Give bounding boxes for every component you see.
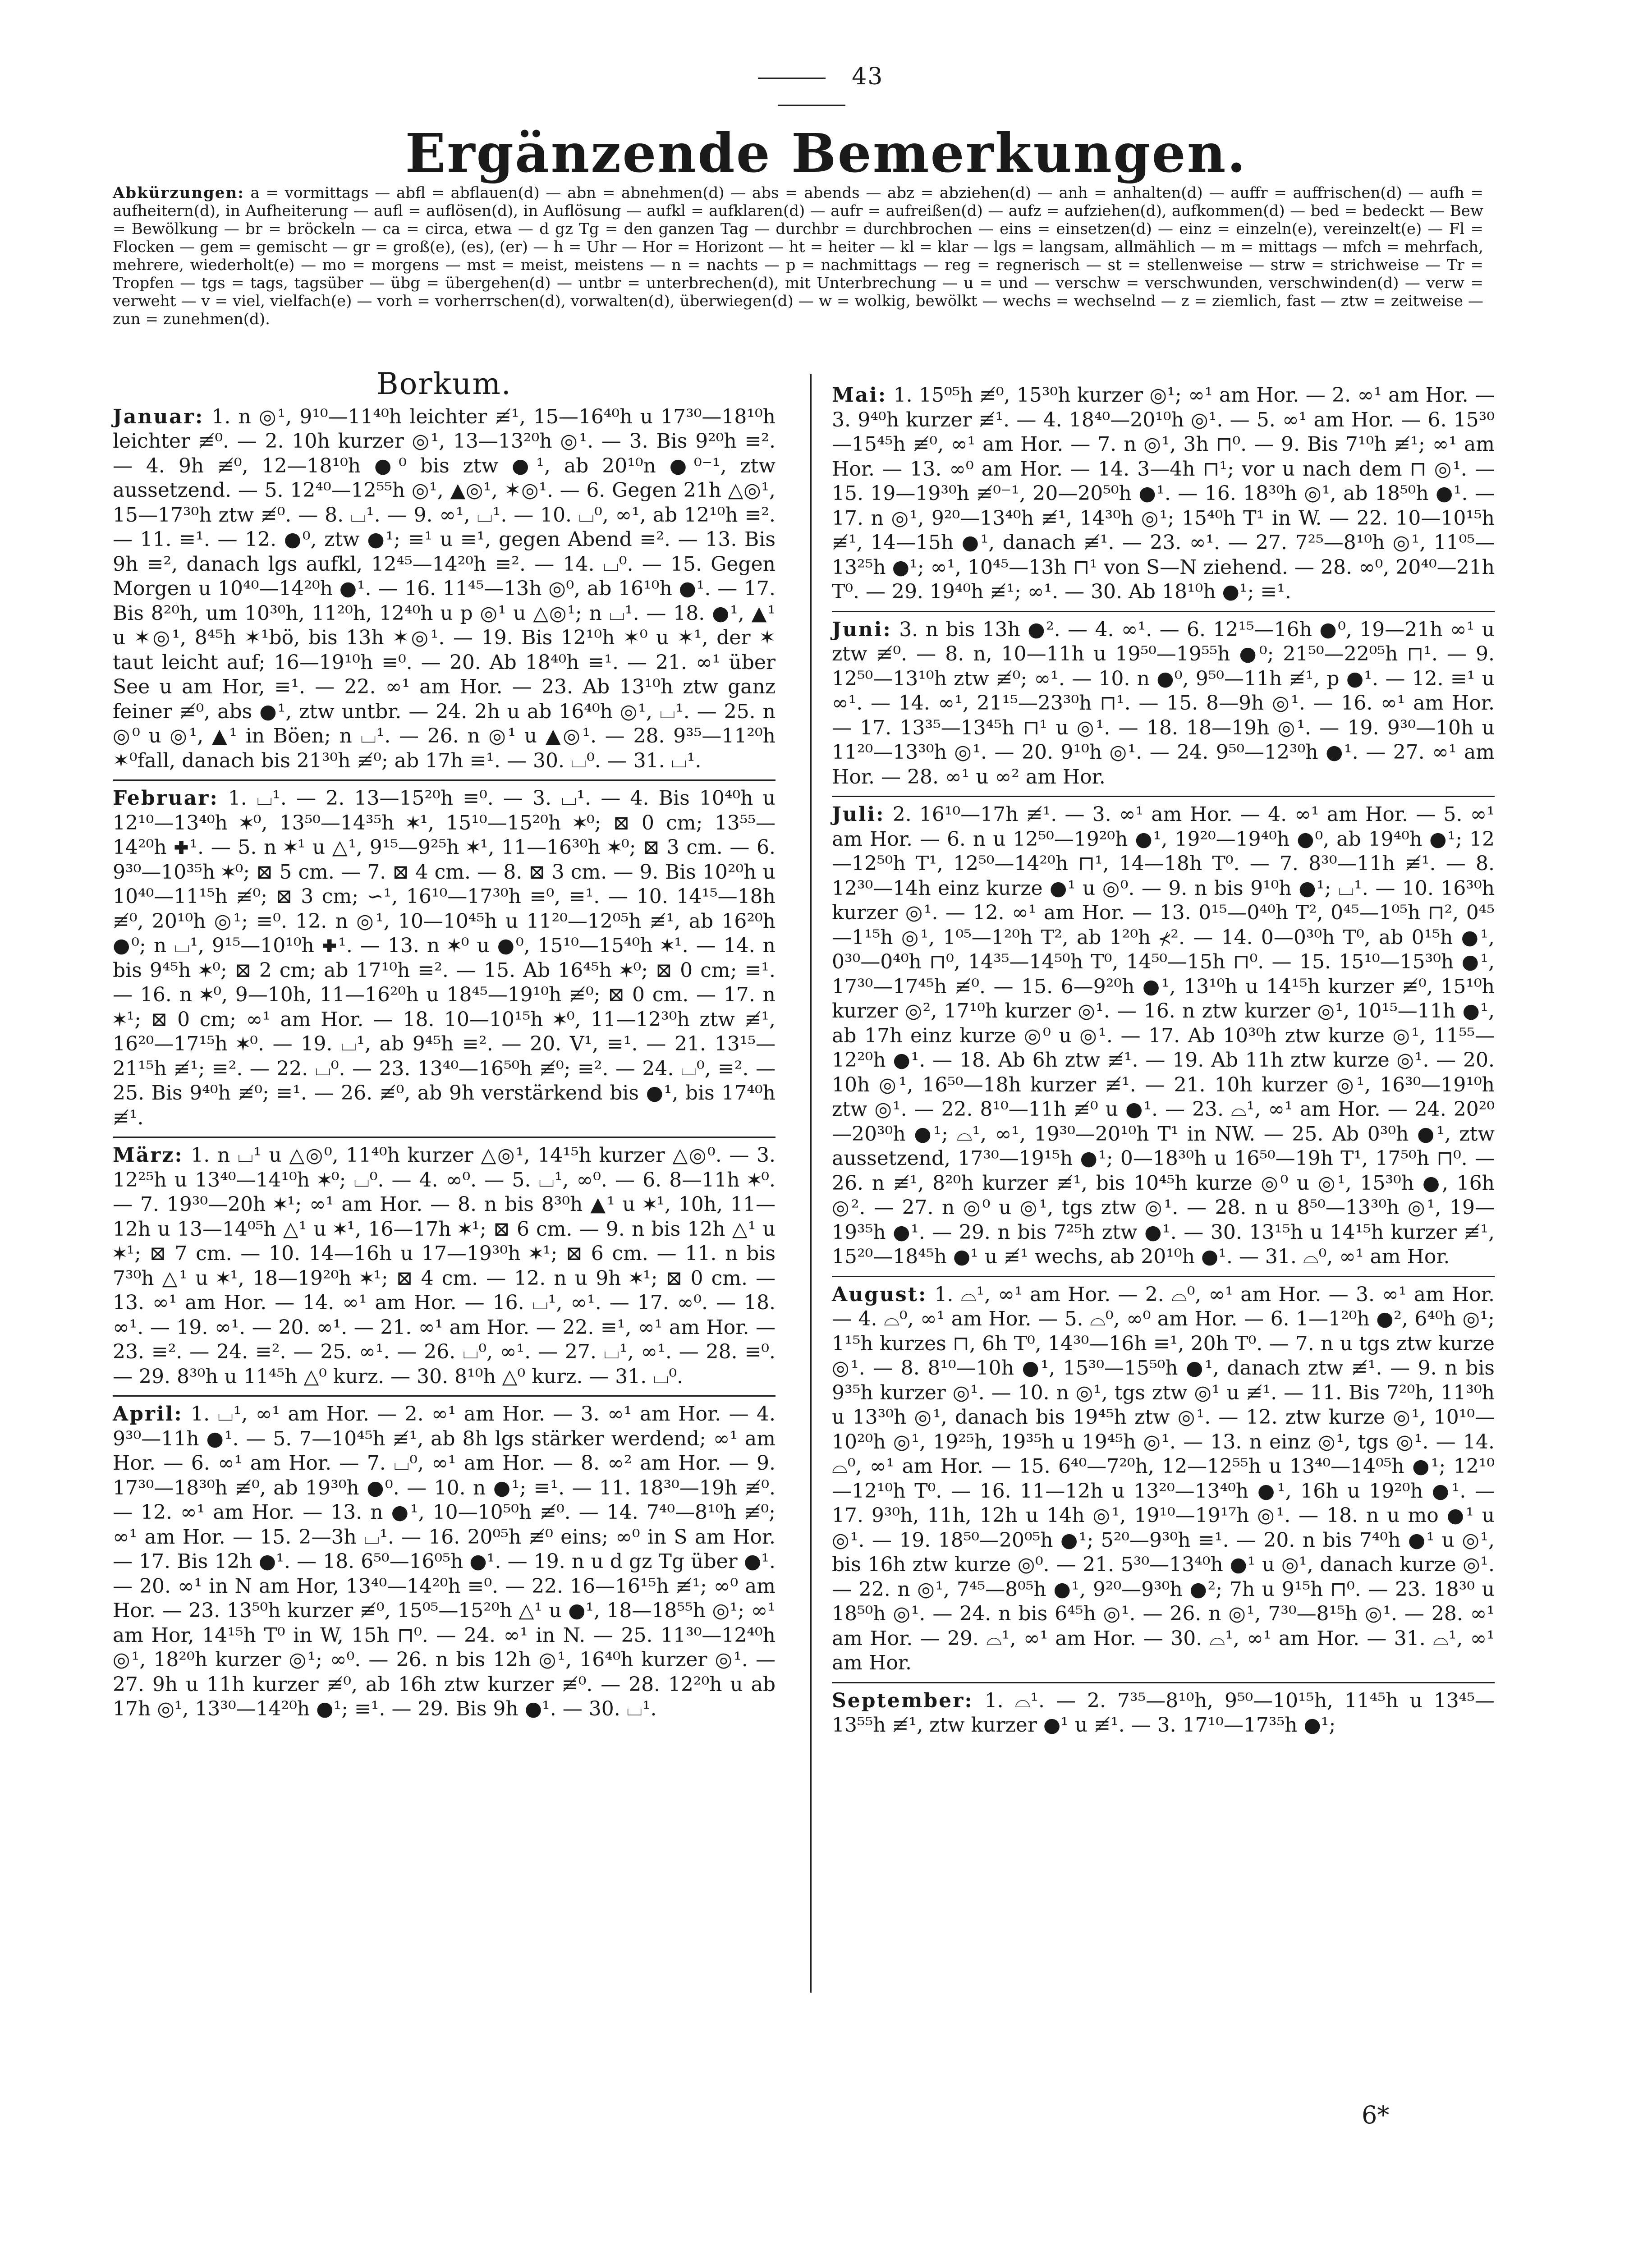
month-entry-mai [832,383,1495,605]
month-text: 1. n ◎¹, 9¹⁰—11⁴⁰h leichter ≢¹, 15—16⁴⁰h u 17³⁰—18¹⁰h leichter ≢⁰. — 2. 10h kurzer ◎¹, 13—13²⁰h ◎¹. — 3. Bis 9²⁰h ≡². — 4. 9h ≢⁰, 12—18¹⁰h ●⁰ bis ztw ●¹, ab 20¹⁰n ●⁰⁻¹, ztw aussetzend. — 5. 12⁴⁰—12⁵⁵h ◎¹, ▲◎¹, ✶◎¹. — 6. Gegen 21h △◎¹, 15—17³⁰h ztw ≢⁰. — 8. ⌴¹. — 9. ∞¹, ⌴¹. — 10. ⌴⁰, ∞¹, ab 12¹⁰h ≡². — 11. ≡¹. — 12. ●⁰, ztw ●¹; ≡¹ u ≡¹, gegen Abend ≡². — 13. Bis 9h ≡², danach lgs aufkl, 12⁴⁵—14²⁰h ≡². — 14. ⌴⁰. — 15. Gegen Morgen u 10⁴⁰—14²⁰h ●¹. — 16. 11⁴⁵—13h ◎⁰, ab 16¹⁰h ●¹. — 17. Bis 8²⁰h, um 10³⁰h, 11²⁰h, 12⁴⁰h u p ◎¹ u △◎¹; n ⌴¹. — 18. ●¹, ▲¹ u ✶◎¹, 8⁴⁵h ✶¹bö, bis 13h ✶◎¹. — 19. Bis 12¹⁰h ✶⁰ u ✶¹, der ✶ taut leicht auf; 16—19¹⁰h ≡⁰. — 20. Ab 18⁴⁰h ≡¹. — 21. ∞¹ über See u am Hor, ≡¹. — 22. ∞¹ am Hor. — 23. Ab 13¹⁰h ztw ganz feiner ≢⁰, abs ●¹, ztw untbr. — 24. 2h u ab 16⁴⁰h ◎¹, ⌴¹. — 25. n ◎⁰ u ◎¹, ▲¹ in Böen; n ⌴¹. — 26. n ◎¹ u ▲◎¹. — 28. 9³⁵—11²⁰h ✶⁰fall, danach bis 21³⁰h ≢⁰; ab 17h ≡¹. — 30. ⌴⁰. — 31. ⌴¹. [113,405,776,772]
month-entry-februar [113,779,776,1130]
month-entry-august [832,1276,1495,1676]
month-name: April: [113,1403,183,1426]
month-name: Juli: [832,803,885,826]
page-number-rule-left [758,78,826,79]
month-text: 1. ⌴¹. — 2. 13—15²⁰h ≡⁰. — 3. ⌴¹. — 4. Bis 10⁴⁰h u 12¹⁰—13⁴⁰h ✶⁰, 13⁵⁰—14³⁵h ✶¹, 15¹⁰—15²⁰h ✶⁰; ⊠ 0 cm; 13⁵⁵—14²⁰h ✚¹. — 5. n ✶¹ u △¹, 9¹⁵—9²⁵h ✶¹, 11—16³⁰h ✶⁰; ⊠ 3 cm. — 6. 9³⁰—10³⁵h ✶⁰; ⊠ 5 cm. — 7. ⊠ 4 cm. — 8. ⊠ 3 cm. — 9. Bis 10²⁰h u 10⁴⁰—11¹⁵h ≢⁰; ⊠ 3 cm; ∽¹, 16¹⁰—17³⁰h ≡⁰, ≡¹. — 10. 14¹⁵—18h ≢⁰, 20¹⁰h ◎¹; ≡⁰. 12. n ◎¹, 10—10⁴⁵h u 11²⁰—12⁰⁵h ≢¹, ab 16²⁰h ●⁰; n ⌴¹, 9¹⁵—10¹⁰h ✚¹. — 13. n ✶⁰ u ●⁰, 15¹⁰—15⁴⁰h ✶¹. — 14. n bis 9⁴⁵h ✶⁰; ⊠ 2 cm; ab 17¹⁰h ≡². — 15. Ab 16⁴⁵h ✶⁰; ⊠ 0 cm; ≡¹. — 16. n ✶⁰, 9—10h, 11—16²⁰h u 18⁴⁵—19¹⁰h ≢⁰; ⊠ 0 cm. — 17. n ✶¹; ⊠ 0 cm; ∞¹ am Hor. — 18. 10—10¹⁵h ✶⁰, 11—12³⁰h ztw ≢¹, 16²⁰—17¹⁵h ✶⁰. — 19. ⌴¹, ab 9⁴⁵h ≡². — 20. V¹, ≡¹. — 21. 13¹⁵—21¹⁵h ≢¹; ≡². — 22. ⌴⁰. — 23. 13⁴⁰—16⁵⁰h ≢⁰; ≡². — 24. ⌴⁰, ≡². — 25. Bis 9⁴⁰h ≢⁰; ≡¹. — 26. ≢⁰, ab 9h verstärkend bis ●¹, bis 17⁴⁰h ≢¹. [113,787,776,1129]
month-text: 3. n bis 13h ●². — 4. ∞¹. — 6. 12¹⁵—16h ●⁰, 19—21h ∞¹ u ztw ≢⁰. — 8. n, 10—11h u 19⁵⁰—19⁵⁵h ●⁰; 21⁵⁰—22⁰⁵h ⊓¹. — 9. 12⁵⁰—13¹⁰h ztw ≢⁰; ∞¹. — 10. n ●⁰, 9⁵⁰—11h ≢¹, p ●¹. — 12. ≡¹ u ∞¹. — 14. ∞¹, 21¹⁵—23³⁰h ⊓¹. — 15. 8—9h ◎¹. — 16. ∞¹ am Hor. — 17. 13³⁵—13⁴⁵h ⊓¹ u ◎¹. — 18. 18—19h ◎¹. — 19. 9³⁰—10h u 11²⁰—13³⁰h ◎¹. — 20. 9¹⁰h ◎¹. — 24. 9⁵⁰—12³⁰h ●¹. — 27. ∞¹ am Hor. — 28. ∞¹ u ∞² am Hor. [832,618,1495,788]
month-text: 1. ⌴¹, ∞¹ am Hor. — 2. ∞¹ am Hor. — 3. ∞¹ am Hor. — 4. 9³⁰—11h ●¹. — 5. 7—10⁴⁵h ≢¹, ab 8h lgs stärker werdend; ∞¹ am Hor. — 6. ∞¹ am Hor. — 7. ⌴⁰, ∞¹ am Hor. — 8. ∞² am Hor. — 9. 17³⁰—18³⁰h ≢⁰, ab 19³⁰h ●⁰. — 10. n ●¹; ≡¹. — 11. 18³⁰—19h ≢⁰. — 12. ∞¹ am Hor. — 13. n ●¹, 10—10⁵⁰h ≢⁰. — 14. 7⁴⁰—8¹⁰h ≢⁰; ∞¹ am Hor. — 15. 2—3h ⌴¹. — 16. 20⁰⁵h ≢⁰ eins; ∞⁰ in S am Hor. — 17. Bis 12h ●¹. — 18. 6⁵⁰—16⁰⁵h ●¹. — 19. n u d gz Tg über ●¹. — 20. ∞¹ in N am Hor, 13⁴⁰—14²⁰h ≡⁰. — 22. 16—16¹⁵h ≢¹; ∞⁰ am Hor. — 23. 13⁵⁰h kurzer ≢⁰, 15⁰⁵—15²⁰h △¹ u ●¹, 18—18⁵⁵h ◎¹; ∞¹ am Hor, 14¹⁵h T⁰ in W, 15h ⊓⁰. — 24. ∞¹ in N. — 25. 11³⁰—12⁴⁰h ◎¹, 18²⁰h kurzer ◎¹; ∞⁰. — 26. n bis 12h ◎¹, 16⁴⁰h kurzer ◎¹. — 27. 9h u 11h kurzer ≢⁰, ab 16h ztw kurzer ≢⁰. — 28. 12²⁰h u ab 17h ◎¹, 13³⁰—14²⁰h ●¹; ≡¹. — 29. Bis 9h ●¹. — 30. ⌴¹. [113,1403,776,1720]
month-name: Mai: [832,384,887,407]
page-title: Ergänzende Bemerkungen. [405,122,1247,184]
month-text: 1. ⌓¹. — 2. 7³⁵—8¹⁰h, 9⁵⁰—10¹⁵h, 11⁴⁵h u 13⁴⁵—13⁵⁵h ≢¹, ztw kurzer ●¹ u ≢¹. — 3. 17¹⁰—17³⁵h ●¹; [832,1689,1495,1737]
month-name: Februar: [113,787,219,810]
month-name: Juni: [832,618,892,641]
station-heading: Borkum. [376,367,512,401]
left-column [113,367,776,1728]
month-name: September: [832,1689,973,1712]
page-number [685,63,938,117]
month-name: Januar: [113,405,204,428]
month-entry-januar [113,405,776,774]
abbreviations-lead: Abkürzungen: [113,184,244,202]
signature-mark: 6* [1362,2101,1390,2129]
month-entry-juli [832,796,1495,1270]
month-name: März: [113,1144,184,1167]
month-text: 1. 15⁰⁵h ≢⁰, 15³⁰h kurzer ◎¹; ∞¹ am Hor. — 2. ∞¹ am Hor. — 3. 9⁴⁰h kurzer ≢¹. — 4. 18⁴⁰—20¹⁰h ◎¹. — 5. ∞¹ am Hor. — 6. 15³⁰—15⁴⁵h ≢⁰, ∞¹ am Hor. — 7. n ◎¹, 3h ⊓⁰. — 9. Bis 7¹⁰h ≢¹; ∞¹ am Hor. — 13. ∞⁰ am Hor. — 14. 3—4h ⊓¹; vor u nach dem ⊓ ◎¹. — 15. 19—19³⁰h ≢⁰⁻¹, 20—20⁵⁰h ●¹. — 16. 18³⁰h ◎¹, ab 18⁵⁰h ●¹. — 17. n ◎¹, 9²⁰—13⁴⁰h ≢¹, 14³⁰h ◎¹; 15⁴⁰h T¹ in W. — 22. 10—10¹⁵h ≢¹, 14—15h ●¹, danach ≢¹. — 23. ∞¹. — 27. 7²⁵—8¹⁰h ◎¹, 11⁰⁵—13²⁵h ●¹; ∞¹, 10⁴⁵—13h ⊓¹ von S—N ziehend. — 28. ∞⁰, 20⁴⁰—21h T⁰. — 29. 19⁴⁰h ≢¹; ∞¹. — 30. Ab 18¹⁰h ●¹; ≡¹. [832,384,1495,603]
page-number-text: 43 [852,63,884,90]
page-number-rule-right [778,105,845,106]
month-entry-maerz [113,1137,776,1389]
right-column [832,383,1495,1744]
month-text: 1. n ⌴¹ u △◎⁰, 11⁴⁰h kurzer △◎¹, 14¹⁵h kurzer △◎⁰. — 3. 12²⁵h u 13⁴⁰—14¹⁰h ✶⁰; ⌴⁰. — 4. ∞⁰. — 5. ⌴¹, ∞⁰. — 6. 8—11h ✶⁰. — 7. 19³⁰—20h ✶¹; ∞¹ am Hor. — 8. n bis 8³⁰h ▲¹ u ✶¹, 10h, 11—12h u 13—14⁰⁵h △¹ u ✶¹, 16—17h ✶¹; ⊠ 6 cm. — 9. n bis 12h △¹ u ✶¹; ⊠ 7 cm. — 10. 14—16h u 17—19³⁰h ✶¹; ⊠ 6 cm. — 11. n bis 7³⁰h △¹ u ✶¹, 18—19²⁰h ✶¹; ⊠ 4 cm. — 12. n u 9h ✶¹; ⊠ 0 cm. — 13. ∞¹ am Hor. — 14. ∞¹ am Hor. — 16. ⌴¹, ∞¹. — 17. ∞⁰. — 18. ∞¹. — 19. ∞¹. — 20. ∞¹. — 21. ∞¹ am Hor. — 22. ≡¹, ∞¹ am Hor. — 23. ≡². — 24. ≡². — 25. ∞¹. — 26. ⌴⁰, ∞¹. — 27. ⌴¹, ∞¹. — 28. ≡⁰. — 29. 8³⁰h u 11⁴⁵h △⁰ kurz. — 30. 8¹⁰h △⁰ kurz. — 31. ⌴⁰. [113,1144,776,1388]
month-entry-juni [832,611,1495,790]
month-text: 2. 16¹⁰—17h ≢¹. — 3. ∞¹ am Hor. — 4. ∞¹ am Hor. — 5. ∞¹ am Hor. — 6. n u 12⁵⁰—19²⁰h ●¹, 19²⁰—19⁴⁰h ●⁰, ab 19⁴⁰h ●¹; 12—12⁵⁰h T¹, 12⁵⁰—14²⁰h ⊓¹, 14—18h T⁰. — 7. 8³⁰—11h ≢¹. — 8. 12³⁰—14h einz kurze ●¹ u ◎⁰. — 9. n bis 9¹⁰h ●¹; ⌴¹. — 10. 16³⁰h kurzer ◎¹. — 12. ∞¹ am Hor. — 13. 0¹⁵—0⁴⁰h T², 0⁴⁵—1⁰⁵h ⊓², 0⁴⁵—1¹⁵h ◎¹, 1⁰⁵—1²⁰h T², ab 1²⁰h ⊀². — 14. 0—0³⁰h T⁰, ab 0¹⁵h ●¹, 0³⁰—0⁴⁰h ⊓⁰, 14³⁵—14⁵⁰h T⁰, 14⁵⁰—15h ⊓⁰. — 15. 15¹⁰—15³⁰h ●¹, 17³⁰—17⁴⁵h ≢⁰. — 15. 6—9²⁰h ●¹, 13¹⁰h u 14¹⁵h kurzer ≢⁰, 15¹⁰h kurzer ◎², 17¹⁰h kurzer ◎¹. — 16. n ztw kurzer ◎¹, 10¹⁵—11h ●¹, ab 17h einz kurze ◎⁰ u ◎¹. — 17. Ab 10³⁰h ztw kurze ◎¹, 11⁵⁵—12²⁰h ●¹. — 18. Ab 6h ztw ≢¹. — 19. Ab 11h ztw kurze ◎¹. — 20. 10h ◎¹, 16⁵⁰—18h kurzer ≢¹. — 21. 10h kurzer ◎¹, 16³⁰—19¹⁰h ztw ◎¹. — 22. 8¹⁰—11h ≢⁰ u ●¹. — 23. ⌓¹, ∞¹ am Hor. — 24. 20²⁰—20³⁰h ●¹; ⌓¹, ∞¹, 19³⁰—20¹⁰h T¹ in NW. — 25. Ab 0³⁰h ●¹, ztw aussetzend, 17³⁰—19¹⁵h ●¹; 0—18³⁰h u 16⁵⁰—19h T¹, 17⁵⁰h ⊓⁰. — 26. n ≢¹, 8²⁰h kurzer ≢¹, bis 10⁴⁵h kurze ◎⁰ u ◎¹, 15³⁰h ●, 16h ◎². — 27. n ◎⁰ u ◎¹, tgs ztw ◎¹. — 28. n u 8⁵⁰—13³⁰h ◎¹, 19—19³⁵h ●¹. — 29. n bis 7²⁵h ztw ●¹. — 30. 13¹⁵h u 14¹⁵h kurzer ≢¹, 15²⁰—18⁴⁵h ●¹ u ≢¹ wechs, ab 20¹⁰h ●¹. — 31. ⌓⁰, ∞¹ am Hor. [832,803,1495,1268]
month-entry-september [832,1682,1495,1738]
month-entry-april [113,1395,776,1722]
month-name: August: [832,1283,927,1306]
abbreviations-text: a = vormittags — abfl = abflauen(d) — abn = abnehmen(d) — abs = abends — abz = abziehen(d) — anh = anhalten(d) — auffr = auffrischen(d) — aufh = aufheitern(d), in Aufheiterung — aufl = auflösen(d), in Auflösung — aufkl = aufklaren(d) — aufr = aufreißen(d) — aufz = aufziehen(d), aufkommen(d) — bed = bedeckt — Bew = Bewölkung — br = bröckeln — ca = circa, etwa — d gz Tg = den ganzen Tag — durchbr = durchbrochen — eins = einsetzen(d) — einz = einzeln(e), vereinzelt(e) — Fl = Flocken — gem = gemischt — gr = groß(e), (es), (er) — h = Uhr — Hor = Horizont — ht = heiter — kl = klar — lgs = langsam, allmählich — m = mittags — mfch = mehrfach, mehrere, wiederholt(e) — mo = morgens — mst = meist, meistens — n = nachts — p = nachmittags — reg = regnerisch — st = stellenweise — strw = strichweise — Tr = Tropfen — tgs = tags, tagsüber — übg = übergehen(d) — untbr = unterbrechen(d), mit Unterbrechung — u = und — verschw = verschwunden, verschwinden(d) — verw = verweht — v = viel, vielfach(e) — vorh = vorherrschen(d), vorwalten(d), überwiegen(d) — w = wolkig, bewölkt — wechs = wechselnd — z = ziemlich, fast — ztw = zeitweise — zun = zunehmen(d). [113,184,1483,328]
month-text: 1. ⌓¹, ∞¹ am Hor. — 2. ⌓⁰, ∞¹ am Hor. — 3. ∞¹ am Hor. — 4. ⌓⁰, ∞¹ am Hor. — 5. ⌓⁰, ∞⁰ am Hor. — 6. 1—1²⁰h ●², 6⁴⁰h ◎¹; 1¹⁵h kurzes ⊓, 6h T⁰, 14³⁰—16h ≡¹, 20h T⁰. — 7. n u tgs ztw kurze ◎¹. — 8. 8¹⁰—10h ●¹, 15³⁰—15⁵⁰h ●¹, danach ztw ≢¹. — 9. n bis 9³⁵h kurzer ◎¹. — 10. n ◎¹, tgs ztw ◎¹ u ≢¹. — 11. Bis 7²⁰h, 11³⁰h u 13³⁰h ◎¹, danach bis 19⁴⁵h ztw ◎¹. — 12. ztw kurze ◎¹, 10¹⁰—10²⁰h ◎¹, 19²⁵h, 19³⁵h u 19⁴⁵h ◎¹. — 13. n einz ◎¹, tgs ◎¹. — 14. ⌓⁰, ∞¹ am Hor. — 15. 6⁴⁰—7²⁰h, 12—12⁵⁵h u 13⁴⁰—14⁰⁵h ●¹; 12¹⁰—12¹⁰h T⁰. — 16. 11—12h u 13²⁰—13⁴⁰h ●¹, 16h u 19²⁰h ●¹. — 17. 9³⁰h, 11h, 12h u 14h ◎¹, 19¹⁰—19¹⁷h ◎¹. — 18. n u mo ●¹ u ◎¹. — 19. 18⁵⁰—20⁰⁵h ●¹; 5²⁰—9³⁰h ≡¹. — 20. n bis 7⁴⁰h ●¹ u ◎¹, bis 16h ztw kurze ◎⁰. — 21. 5³⁰—13⁴⁰h ●¹ u ◎¹, danach kurze ◎¹. — 22. n ◎¹, 7⁴⁵—8⁰⁵h ●¹, 9²⁰—9³⁰h ●²; 7h u 9¹⁵h ⊓⁰. — 23. 18³⁰ u 18⁵⁰h ◎¹. — 24. n bis 6⁴⁵h ◎¹. — 26. n ◎¹, 7³⁰—8¹⁵h ◎¹. — 28. ∞¹ am Hor. — 29. ⌓¹, ∞¹ am Hor. — 30. ⌓¹, ∞¹ am Hor. — 31. ⌓¹, ∞¹ am Hor. [832,1283,1495,1674]
column-separator [810,374,812,1993]
abbreviations-block [113,184,1483,328]
